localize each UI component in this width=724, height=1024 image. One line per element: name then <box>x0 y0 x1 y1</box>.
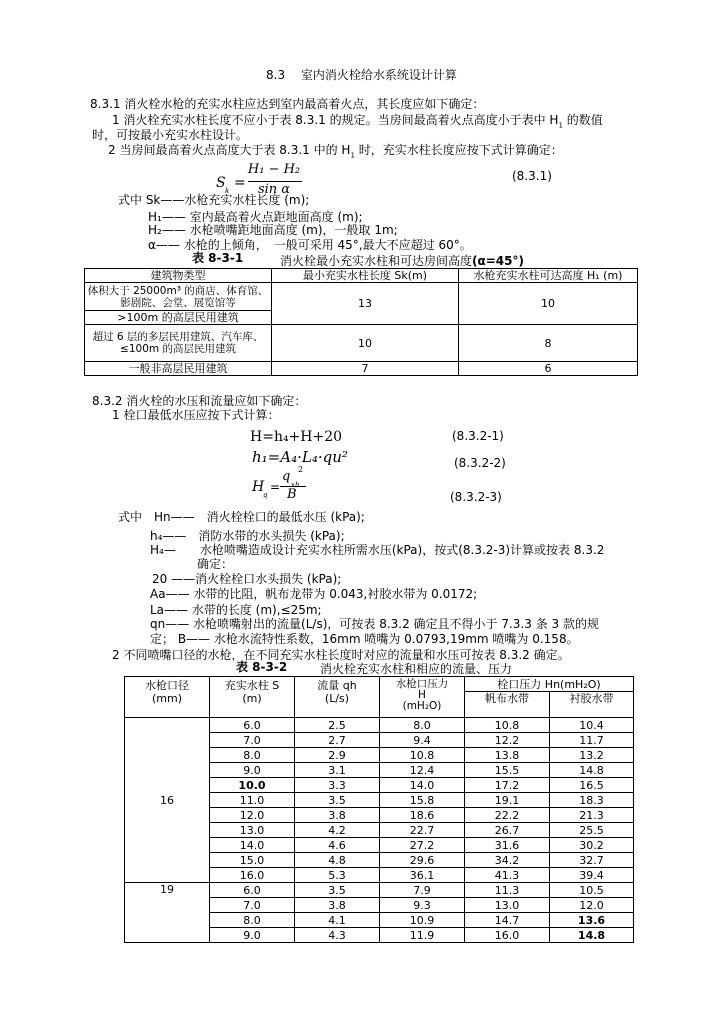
table-row: 9.0 3.1 12.4 15.5 14.8 <box>125 763 634 778</box>
definition: H₂—— 水枪喷嘴距地面高度 (m)，一般取 1m; <box>148 223 398 237</box>
table-row: 14.0 4.6 27.2 31.6 30.2 <box>125 838 634 853</box>
table-header: 栓口压力 Hn(mH₂O) <box>465 677 634 692</box>
table-row: 一般非高层民用建筑 7 6 <box>85 362 638 376</box>
table-row: 超过 6 层的多层民用建筑、汽车库、≤100m 的高层民用建筑 10 8 <box>85 325 638 362</box>
table-header: 水枪口压力 H (mH₂O) <box>380 677 465 718</box>
section-heading-8-3-2: 8.3.2 消火栓的水压和流量应如下确定： <box>92 394 307 408</box>
definition: H₄— 水枪喷嘴造成设计充实水柱所需水压(kPa)，按式(8.3.2-3)计算或按表 8.3.2 <box>150 543 605 557</box>
table-row: 16.0 5.3 36.1 41.3 39.4 <box>125 868 634 883</box>
table-header: 建筑物类型 <box>85 269 272 283</box>
table-row: 16 6.0 2.5 8.0 10.8 10.4 <box>125 718 634 733</box>
table-8-3-2 <box>124 676 634 943</box>
table-header: 充实水柱 S (m) <box>210 677 295 718</box>
paragraph: 1 消火栓充实水柱长度不应小于表 8.3.1 的规定。当房间最高着火点高度小于表中 $H_1$ 的数值 <box>112 113 603 130</box>
table-row: 体积大于 25000m³ 的商店、体育馆、影剧院、会堂、展览馆等 13 10 <box>85 283 638 311</box>
table-row: 19 6.0 3.5 7.9 11.3 10.5 <box>125 883 634 898</box>
table-row: 7.0 2.7 9.4 12.2 11.7 <box>125 733 634 748</box>
table-row: 7.0 3.8 9.3 13.0 12.0 <box>125 898 634 913</box>
formula-number: (8.3.2-1) <box>452 429 504 443</box>
table-header: 帆布水带 <box>465 692 550 718</box>
table-header: 衬胶水带 <box>550 692 634 718</box>
definition: α—— 水枪的上倾角， 一般可采用 45°,最大不应超过 60°。 <box>148 238 472 252</box>
paragraph: 时，可按最小充实水柱设计。 <box>92 128 249 142</box>
definition: Aa—— 水带的比阻，帆布龙带为 0.043,衬胶水带为 0.0172; <box>150 587 478 601</box>
definition: h₄—— 消防水带的水头损失 (kPa); <box>150 529 345 543</box>
table-row: 8.0 2.9 10.8 13.8 13.2 <box>125 748 634 763</box>
formula-8-3-2-1: H=h₄+H+20 <box>250 429 343 445</box>
table-row: 10.0 3.3 14.0 17.2 16.5 <box>125 778 634 793</box>
definition: La—— 水带的长度 (m),≤25m; <box>150 603 322 617</box>
table-label: 表 8-3-1 <box>192 251 244 265</box>
formula-8-3-2-2: h₁=A₄·L₄·qu² <box>252 448 348 466</box>
definition: qn—— 水枪喷嘴射出的流量(L/s)，可按表 8.3.2 确定且不得小于 7.3.3 条 3 款的规 <box>150 617 599 631</box>
paragraph: 2 当房间最高着火点高度大于表 8.3.1 中的 $H_1$ 时，充实水柱长度应按下式计算确定： <box>108 143 563 160</box>
definition: 定； B—— 水枪水流特性系数，16mm 喷嘴为 0.0793,19mm 喷嘴为 0.158。 <box>150 632 579 646</box>
table-header: 最小充实水柱长度 Sk(m) <box>272 269 459 283</box>
table-row: 11.0 3.5 15.8 19.1 18.3 <box>125 793 634 808</box>
table-row: 8.0 4.1 10.9 14.7 13.6 <box>125 913 634 928</box>
table-header: 流量 qh (L/s) <box>295 677 380 718</box>
table-row: 12.0 3.8 18.6 22.2 21.3 <box>125 808 634 823</box>
section-heading-8-3-1: 8.3.1 消火栓水枪的充实水柱应达到室内最高着火点，其长度应如下确定： <box>90 97 485 111</box>
table-row: 15.0 4.8 29.6 34.2 32.7 <box>125 853 634 868</box>
table-row: >100m 的高层民用建筑 <box>85 311 638 325</box>
table-row: 13.0 4.2 22.7 26.7 25.5 <box>125 823 634 838</box>
definition: 式中 Hn—— 消火栓栓口的最低水压 (kPa); <box>118 510 365 524</box>
table-caption: 消火栓充实水柱和相应的流量、压力 <box>320 662 513 676</box>
table-label: 表 8-3-2 <box>236 660 288 674</box>
formula-number: (8.3.2-2) <box>454 456 506 470</box>
table-header: 水枪口径 (mm) <box>125 677 210 718</box>
table-caption: 消火栓最小充实水柱和可达房间高度(α=45°) <box>280 254 524 268</box>
definition: 确定： <box>197 557 234 571</box>
paragraph: 2 不同喷嘴口径的水枪，在不同充实水柱长度时对应的流量和水压可按表 8.3.2 确定。 <box>112 648 570 662</box>
table-header: 水枪充实水柱可达高度 H₁ (m) <box>459 269 638 283</box>
page-title: 8.3 室内消火栓给水系统设计计算 <box>266 68 457 82</box>
definition: H₁—— 室内最高着火点距地面高度 (m); <box>148 210 363 224</box>
definition: 式中 Sk——水枪充实水柱长度 (m); <box>118 193 310 207</box>
table-8-3-1 <box>84 268 638 376</box>
paragraph: 1 栓口最低水压应按下式计算： <box>112 408 280 422</box>
definition: 20 ——消火栓栓口水头损失 (kPa); <box>152 572 342 586</box>
table-row: 9.0 4.3 11.9 16.0 14.8 <box>125 928 634 943</box>
